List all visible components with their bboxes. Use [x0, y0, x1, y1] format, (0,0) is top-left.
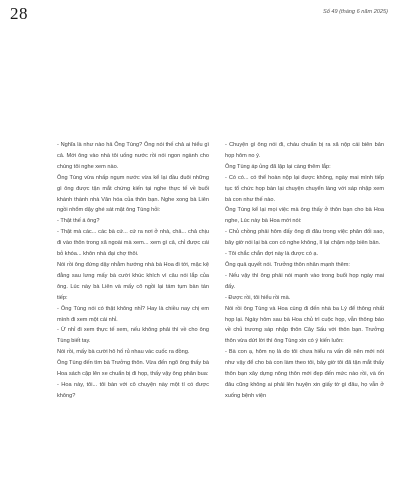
paragraph: - Chủ chồng phải hôm đấy ông đi đâu trong việc phân đối sao, bây giờ nói lại bà con có nghe không, lí lại chậm nộp biên bản.: [225, 229, 384, 247]
paragraph: - Có có... có thể hoàn nộp lại được không, ngày mai mình tiếp tục tổ chức họp bàn lại chuyện chuyển làng với sáp nhập xem bà con như thế nào.: [225, 174, 384, 203]
paragraph: - Bà con ạ, hôm nọ là do tôi chưa hiểu ra vấn đề nên mới nói như vậy để cho bà con làm theo tôi, bây giờ tôi đã tận mắt thấy thôn bạn xây dựng nông thôn mới đẹp đến mức nào rồi, và ốn đâu cũng không ai phải lên huyện xin giấy tờ gì đâu, họ vẫn ở xuống bệnh viện: [225, 349, 384, 399]
paragraph: - Ừ nhỉ đi xem thực tế xem, nếu không phải thì về cho ông Tùng biết tay.: [57, 327, 209, 345]
paragraph: Ông Tùng áp ủng đã lập lại càng thêm lắp:: [225, 163, 331, 170]
paragraph: Ông Tùng kể lại mọi việc mà ông thấy ở thôn bạn cho bà Hoa nghe, Lúc này bà Hoa mới nói:: [225, 207, 384, 225]
paragraph: Nói rồi, mấy bà cười hô hố rủ nhau vác cuốc ra đồng.: [57, 349, 190, 356]
paragraph: Ông quả quyết nói. Trưởng thôn nhân mạnh thêm:: [225, 261, 350, 268]
left-column: [57, 140, 209, 402]
paragraph: - Tôi chắc chắn đợt này là được có ạ.: [225, 251, 319, 258]
paragraph: - Chuyện gì ông nói đi, cháu chuẩn bị ra xã nộp cái biên bản họp hôm no ý.: [225, 142, 384, 159]
paragraph: - Ông Tùng nói có thật không nhỉ? Hay là chiều nay chị em mình đi xem một cái nhỉ.: [57, 305, 209, 323]
paragraph: Nói rồi ông Tùng và Hoa cùng đi đến nhà ba Lý để thông nhất họp lại. Ngày hôm sau bà Hoa chủ trì cuộc họp, vẫn thông báo về chủ trương sáp nhập thôn Cây Sấu với thôn bạn. Trưởng thôn vừa dứt lời thì ông Tùng xin có ý kiến luôn:: [225, 305, 384, 345]
paragraph: - Thật mà các... các bà cứ... cứ ra nơi ở nhà, chả... chả chịu đi vào thôn trong xã ngoài mà xem... xem gì cả, chỉ được cái bỏ khóa... khôn nhà đại chợ thôi.: [57, 229, 209, 258]
paragraph: Nói rồi ông đứng dậy nhằm hướng nhà bà Hoa đi tới, mặc kệ đằng sau lưng mấy bà cười khúc khích vì câu nói lắp của ông. Lúc này bà Liên và mấy cô ngồi lại tám tụm bàn tán tiếp:: [57, 261, 209, 301]
paragraph: - Thật thế á ông?: [57, 218, 100, 225]
paragraph: - Hoa này, tôi... tôi bàn với cô chuyện này một tí có được không?: [57, 381, 209, 399]
paragraph: - Nếu vậy thì ông phải nói mạnh vào trong buổi họp ngày mai đấy.: [225, 272, 384, 290]
paragraph: - Được rồi, tôi hiểu rồi mà.: [225, 294, 291, 301]
page-number: 28: [10, 4, 28, 23]
paragraph: Ông Tùng vừa nhấp ngụm nước vừa kể lại đầu đuôi những gì ông được tận mắt chứng kiến tại nghe thực tế về buổi khánh thành nhà Văn hóa của thôn bạn. Nghe xong bà Liên ngồi nhổm dậy ghé sát mặt ông Tùng hỏi:: [57, 174, 209, 214]
paragraph: - Nghĩa là như nào hả Ông Tùng? Ông nói thế chả ai hiểu gì cả. Mới ông vào nhà tôi uống nước rồi nói ngon ngành cho chúng tôi nghe xem nào.: [57, 142, 209, 170]
issue-label: Số 49 (tháng 6 năm 2025): [323, 9, 388, 15]
paragraph: Ông Tùng đến tìm bà Trưởng thôn. Vừa đến ngõ ông thấy bà Hoa sách cặp lên xe chuẩn bị đi họp, thấy vậy ông phân bua:: [57, 360, 209, 378]
right-column: [225, 140, 384, 402]
